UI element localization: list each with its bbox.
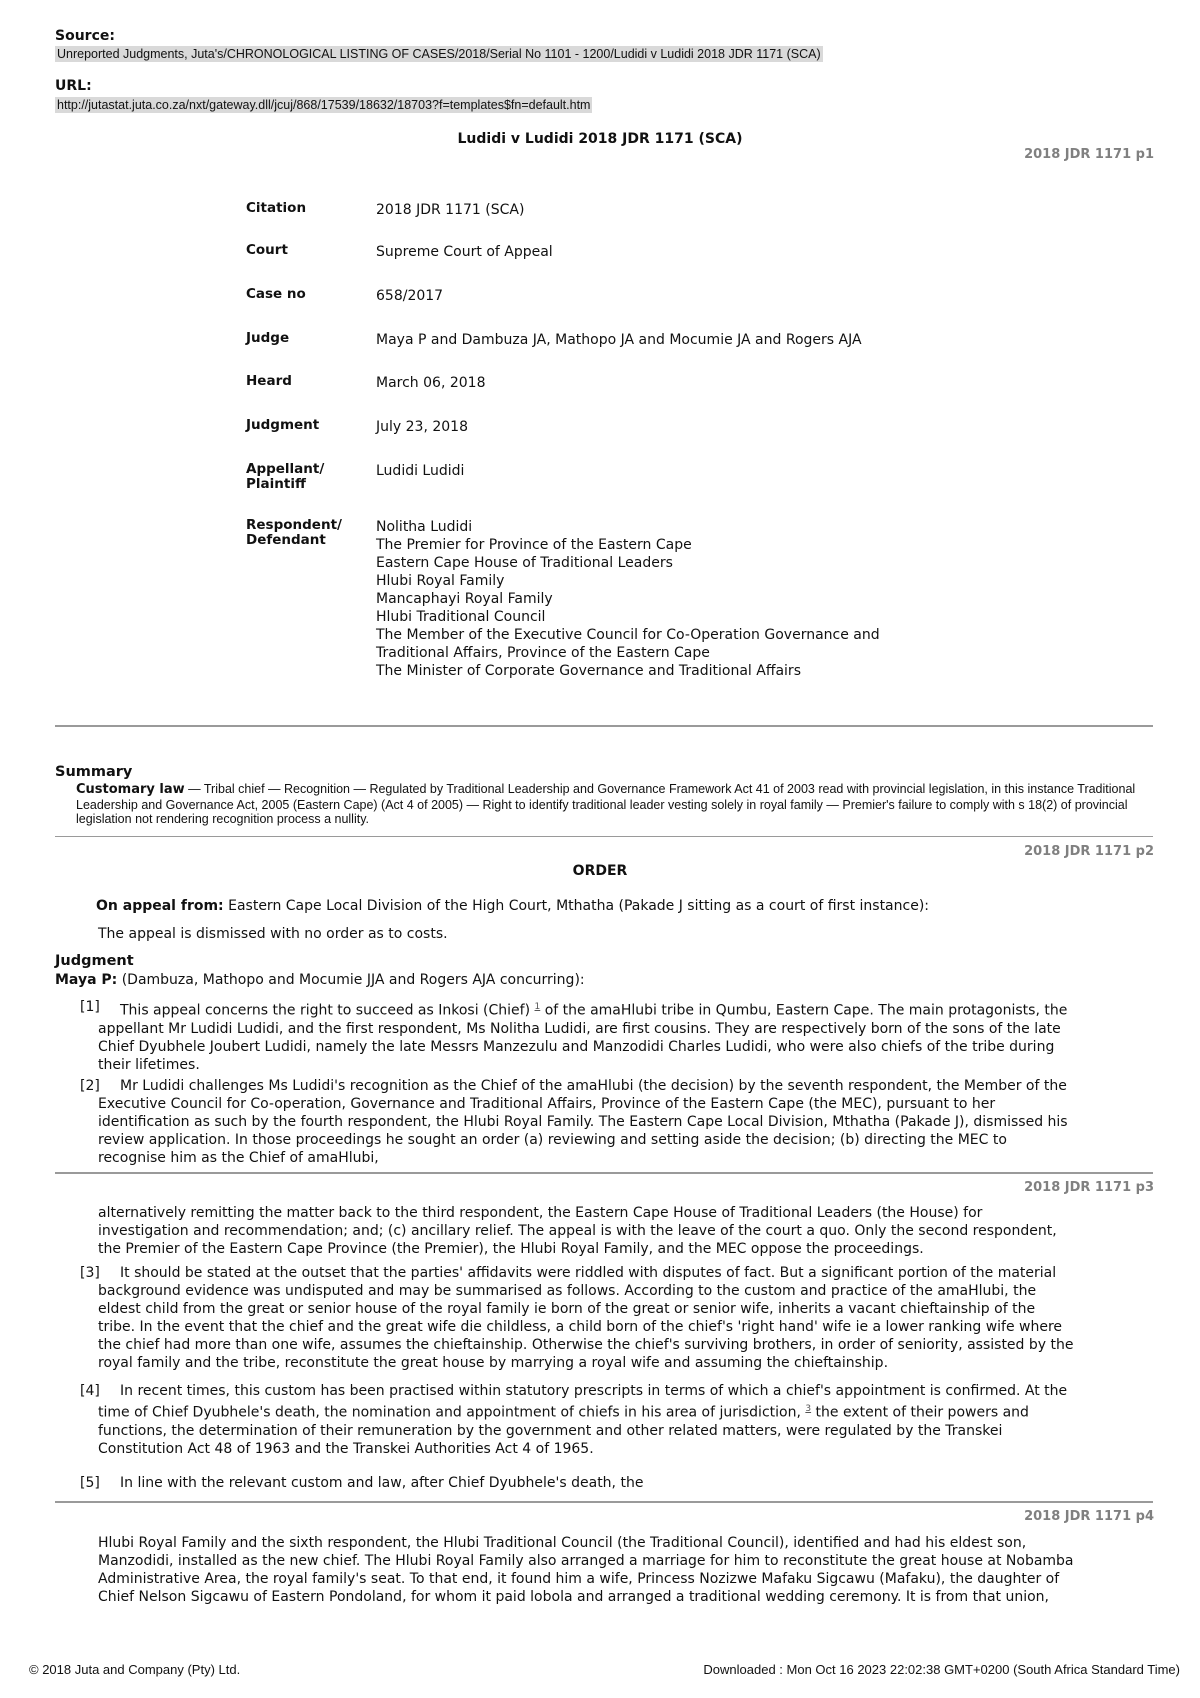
judgment-author-line: [55, 971, 585, 989]
meta-row-citation: [246, 201, 1006, 219]
summary-text: [76, 782, 1136, 827]
judgment-concurring: (Dambuza, Mathopo and Mocumie JJA and Rogers AJA concurring):: [117, 972, 585, 988]
judgment-date-label: Judgment: [246, 417, 320, 433]
text-line: Mr Ludidi challenges Ms Ludidi's recognition as the Chief of the amaHlubi (the decision) by the seventh respondent, the Member of the: [120, 1078, 1067, 1094]
text-line: It should be stated at the outset that the parties' affidavits were riddled with disputes of fact. But a significant portion of the material: [120, 1265, 1057, 1281]
appellant-label: [246, 462, 376, 492]
meta-row-case-no: [246, 287, 1006, 305]
meta-row-appellant: [246, 462, 1006, 492]
court-label: Court: [246, 242, 288, 258]
text-line: alternatively remitting the matter back to the third respondent, the Eastern Cape House of Traditional Leaders (the House) for: [98, 1205, 983, 1221]
citation-value: 2018 JDR 1171 (SCA): [376, 202, 525, 218]
footnote-link[interactable]: 3: [805, 1404, 812, 1414]
text-line: tribe. In the event that the chief and the great wife die childless, a child born of the chief's 'right hand' wife ie a lower ranking wife where: [98, 1319, 1063, 1335]
meta-row-heard: [246, 374, 1006, 392]
footer-downloaded: Downloaded : Mon Oct 16 2023 22:02:38 GMT+0200 (South Africa Standard Time): [703, 1662, 1180, 1677]
court-value: Supreme Court of Appeal: [376, 244, 553, 260]
source-path: Unreported Judgments, Juta's/CHRONOLOGICAL LISTING OF CASES/2018/Serial No 1101 - 1200/Ludidi v Ludidi 2018 JDR 1171 (SCA): [57, 47, 821, 61]
respondent-item: The Member of the Executive Council for Co-Operation Governance and: [376, 627, 880, 643]
text-line: appellant Mr Ludidi Ludidi, and the first respondent, Ms Nolitha Ludidi, are first cousins. They are respectively born of the sons of the late: [98, 1020, 1061, 1037]
paragraph-number: [3]: [80, 1265, 100, 1281]
appeal-from: [96, 897, 929, 915]
text-line: Hlubi Royal Family and the sixth respondent, the Hlubi Traditional Council (the Traditional Council), identified and had his eldest son,: [98, 1535, 1027, 1551]
respondent-label-line: Respondent/: [246, 517, 342, 533]
text-line: the Premier of the Eastern Cape Province (the Premier), the Hlubi Royal Family, and the MEC oppose the proceedings.: [98, 1241, 924, 1257]
text-line: Constitution Act 48 of 1963 and the Transkei Authorities Act 4 of 1965.: [98, 1440, 594, 1457]
source-label: Source:: [55, 28, 115, 44]
summary-body: — Tribal chief — Recognition — Regulated by Traditional Leadership and Governance Framework Act 41 of 2003 read with provincial legislation, in this instance Traditional Leadership and Governance Act, 2005 (Eastern Cape) (Act 4 of 2005) — Right to identify traditional leader vesting solely in royal family — Premier's failure to comply with s 18(2) of provincial legislation not rendering recognition process a nullity.: [76, 782, 1136, 826]
order-heading: ORDER: [572, 863, 628, 879]
text-line: the chief had more than one wife, assumes the chieftainship. Otherwise the chief's surviving brothers, in order of seniority, assisted by the: [98, 1337, 1074, 1353]
paragraph-number: [2]: [80, 1078, 100, 1094]
text-line: Executive Council for Co-operation, Governance and Traditional Affairs, Province of the Eastern Cape (the MEC), pursuant to her: [98, 1096, 996, 1112]
appellant-label-line: Appellant/: [246, 461, 325, 477]
page-marker-p2: 2018 JDR 1171 p2: [1024, 844, 1154, 859]
paragraph-4: [98, 1382, 1154, 1458]
text-line: [98, 1400, 1154, 1422]
judge-label: Judge: [246, 330, 290, 346]
case-no-label: Case no: [246, 286, 306, 302]
url-label: URL:: [55, 78, 92, 94]
text-line: In line with the relevant custom and law, after Chief Dyubhele's death, the: [120, 1475, 644, 1491]
respondent-label: [246, 518, 376, 680]
respondent-item: The Minister of Corporate Governance and Traditional Affairs: [376, 663, 801, 679]
text-line: Chief Dyubhele Joubert Ludidi, namely the late Messrs Manzezulu and Manzodidi Charles Ludidi, who were also chiefs of the tribe during: [98, 1038, 1055, 1055]
judgment-date-value: July 23, 2018: [376, 419, 468, 435]
meta-row-judgment: [246, 418, 1006, 436]
judgment-heading: Judgment: [55, 953, 134, 969]
text-line: In recent times, this custom has been practised within statutory prescripts in terms of which a chief's appointment is confirmed. At the: [120, 1383, 1068, 1399]
text-line: their lifetimes.: [98, 1056, 200, 1073]
text-line: recognise him as the Chief of amaHlubi,: [98, 1150, 379, 1166]
text-line: review application. In those proceedings he sought an order (a) reviewing and setting aside the decision; (b) directing the MEC to: [98, 1132, 1007, 1148]
respondent-item: Mancaphayi Royal Family: [376, 591, 553, 607]
text-run: This appeal concerns the right to succeed as Inkosi (Chief): [120, 1002, 535, 1019]
summary-lead: Customary law: [76, 782, 185, 797]
respondent-label-line: Defendant: [246, 532, 326, 548]
case-no-value: 658/2017: [376, 288, 444, 304]
paragraph-number: [4]: [80, 1383, 100, 1399]
paragraph-3: [98, 1264, 1154, 1372]
text-line: Manzodidi, installed as the new chief. The Hlubi Royal Family also arranged a marriage for him to reconstitute the great house at Nobamba: [98, 1553, 1074, 1569]
paragraph-5: [98, 1474, 1154, 1492]
respondent-item: Nolitha Ludidi: [376, 519, 473, 535]
respondent-item: Traditional Affairs, Province of the Eastern Cape: [376, 645, 710, 661]
appellant-label-line: Plaintiff: [246, 476, 306, 492]
judge-value: Maya P and Dambuza JA, Mathopo JA and Mocumie JA and Rogers AJA: [376, 332, 862, 348]
respondent-item: Eastern Cape House of Traditional Leaders: [376, 555, 673, 571]
text-line: [98, 998, 1154, 1020]
paragraph-1: [98, 998, 1154, 1074]
source-url[interactable]: http://jutastat.juta.co.za/nxt/gateway.dll/jcuj/868/17539/18632/18703?f=templates$fn=default.htm: [57, 98, 591, 112]
divider: [55, 1172, 1153, 1174]
divider: [55, 1501, 1153, 1503]
respondent-item: Hlubi Traditional Council: [376, 609, 546, 625]
paragraph-2: [98, 1077, 1154, 1167]
case-title: Ludidi v Ludidi 2018 JDR 1171 (SCA): [457, 131, 743, 147]
text-line: functions, the determination of their remuneration by the government and other related matters, were regulated by the Transkei: [98, 1422, 1003, 1439]
text-run: of the amaHlubi tribe in Qumbu, Eastern Cape. The main protagonists, the: [540, 1002, 1068, 1019]
divider: [55, 836, 1153, 837]
citation-label: Citation: [246, 200, 307, 216]
text-line: background evidence was undisputed and may be summarised as follows. According to the custom and practice of the amaHlubi, the: [98, 1283, 1037, 1299]
meta-row-judge: [246, 331, 1006, 349]
text-line: eldest child from the great or senior house of the royal family ie born of the great or senior wife, inherits a vacant chieftainship of the: [98, 1301, 1036, 1317]
page-marker-p3: 2018 JDR 1171 p3: [1024, 1180, 1154, 1195]
appellant-value: Ludidi Ludidi: [376, 463, 465, 479]
meta-row-court: [246, 243, 1006, 261]
divider: [55, 725, 1153, 727]
paragraph-2-continued: [98, 1204, 1154, 1258]
order-result: The appeal is dismissed with no order as to costs.: [98, 926, 448, 942]
appeal-from-text: Eastern Cape Local Division of the High Court, Mthatha (Pakade J sitting as a court of first instance):: [223, 898, 929, 914]
text-line: investigation and recommendation; and; (c) ancillary relief. The appeal is with the leave of the court a quo. Only the second respondent,: [98, 1223, 1057, 1239]
summary-heading: Summary: [55, 764, 133, 780]
page-marker-p1: 2018 JDR 1171 p1: [1024, 147, 1154, 162]
heard-value: March 06, 2018: [376, 375, 486, 391]
footnote-link[interactable]: 1: [534, 1002, 541, 1012]
text-line: Chief Nelson Sigcawu of Eastern Pondoland, for whom it paid lobola and arranged a traditional wedding ceremony. It is from that union,: [98, 1589, 1049, 1605]
paragraph-number: [1]: [80, 999, 100, 1015]
judgment-author: Maya P:: [55, 972, 118, 988]
respondent-list: [376, 518, 1006, 680]
text-line: royal family and the tribe, reconstitute the great house by marrying a royal wife and assuming the chieftainship.: [98, 1355, 889, 1371]
text-line: identification as such by the fourth respondent, the Hlubi Royal Family. The Eastern Cape Local Division, Mthatha (Pakade J), dismissed his: [98, 1114, 1068, 1130]
heard-label: Heard: [246, 373, 292, 389]
text-line: Administrative Area, the royal family's seat. To that end, it found him a wife, Princess Nozizwe Mafaku Sigcawu (Mafaku), the daughter of: [98, 1571, 1060, 1587]
text-run: the extent of their powers and: [811, 1404, 1029, 1421]
appeal-from-label: On appeal from:: [96, 898, 224, 914]
text-run: time of Chief Dyubhele's death, the nomination and appointment of chiefs in his area of jurisdiction,: [98, 1404, 806, 1421]
meta-row-respondent: [246, 518, 1006, 680]
paragraph-5-continued: [98, 1534, 1154, 1606]
respondent-item: The Premier for Province of the Eastern Cape: [376, 537, 692, 553]
footer-copyright: © 2018 Juta and Company (Pty) Ltd.: [29, 1662, 241, 1677]
respondent-item: Hlubi Royal Family: [376, 573, 505, 589]
paragraph-number: [5]: [80, 1475, 100, 1491]
page-marker-p4: 2018 JDR 1171 p4: [1024, 1509, 1154, 1524]
